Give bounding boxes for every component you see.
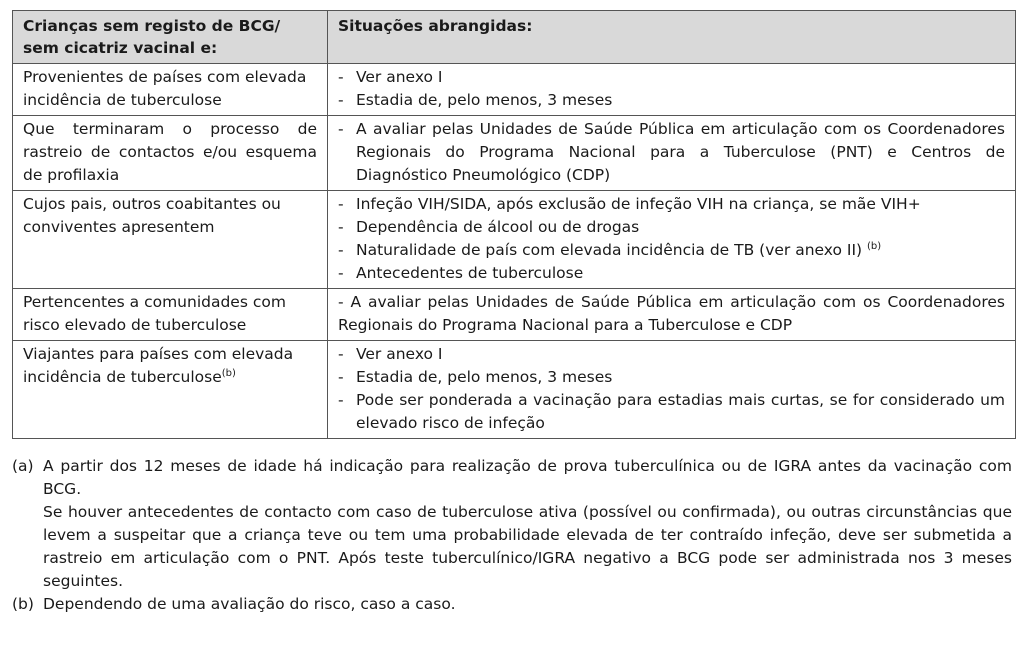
footnote-text: A partir dos 12 meses de idade há indicação para realização de prova tuberculínica ou de IGRA antes da vacinação com BCG. [43,457,1012,498]
bcg-criteria-table [12,10,1016,439]
footnote-b [12,593,1012,616]
list-item: - Antecedentes de tuberculose [338,262,1005,285]
situations-list [338,343,1005,435]
list-item: - A avaliar pelas Unidades de Saúde Pública em articulação com os Coordenadores Regionais do Programa Nacional para a Tuberculose (PNT) e Centros de Diagnóstico Pneumológico (CDP) [338,118,1005,187]
table-row [13,341,1016,439]
criterion-text: Viajantes para países com elevada incidência de tuberculose [23,345,294,386]
footnote-a [12,455,1012,593]
criterion-cell: Que terminaram o processo de rastreio de contactos e/ou esquema de profilaxia [13,116,328,191]
list-item: - Pode ser ponderada a vacinação para estadias mais curtas, se for considerado um elevado risco de infeção [338,389,1005,435]
footnote-text: Se houver antecedentes de contacto com caso de tuberculose ativa (possível ou confirmada), ou outras circunstâncias que levem a suspeitar que a criança teve ou tem uma probabilidade elevada de ter contraído infeção, deve ser submetida a rastreio em articulação com o PNT. Após teste tuberculínico/IGRA negativo a BCG pode ser administrada nos 3 meses seguintes. [43,503,1012,590]
footnotes [12,455,1012,616]
situations-list [338,193,1005,285]
list-item: - Estadia de, pelo menos, 3 meses [338,366,1005,389]
footnote-mark: (b) [12,595,34,613]
header-criteria: Crianças sem registo de BCG/ sem cicatriz vacinal e: [13,11,328,64]
table-row [13,116,1016,191]
footnote-ref: (b) [221,368,236,379]
list-item: - Estadia de, pelo menos, 3 meses [338,89,1005,112]
situations-list [338,118,1005,187]
footnote-ref: (b) [867,241,882,252]
header-situations: Situações abrangidas: [328,11,1016,64]
situations-cell [328,341,1016,439]
criterion-cell: Provenientes de países com elevada incidência de tuberculose [13,64,328,116]
list-item: - Ver anexo I [338,343,1005,366]
table-row [13,64,1016,116]
list-item: - Infeção VIH/SIDA, após exclusão de infeção VIH na criança, se mãe VIH+ [338,193,1005,216]
list-item-text: Naturalidade de país com elevada incidência de TB (ver anexo II) [356,241,863,259]
criterion-cell: Cujos pais, outros coabitantes ou conviventes apresentem [13,191,328,289]
situations-list [338,66,1005,112]
list-item: - Dependência de álcool ou de drogas [338,216,1005,239]
criterion-cell: Pertencentes a comunidades com risco elevado de tuberculose [13,289,328,341]
situations-cell [328,116,1016,191]
table-header-row [13,11,1016,64]
list-item: - Ver anexo I [338,66,1005,89]
table-row [13,191,1016,289]
footnote-text: Dependendo de uma avaliação do risco, caso a caso. [43,595,456,613]
situations-cell [328,64,1016,116]
situations-cell [328,191,1016,289]
criterion-cell [13,341,328,439]
footnote-mark: (a) [12,457,34,475]
situations-cell: - A avaliar pelas Unidades de Saúde Pública em articulação com os Coordenadores Regionais do Programa Nacional para a Tuberculose e CDP [328,289,1016,341]
list-item [338,239,1005,262]
table-row [13,289,1016,341]
